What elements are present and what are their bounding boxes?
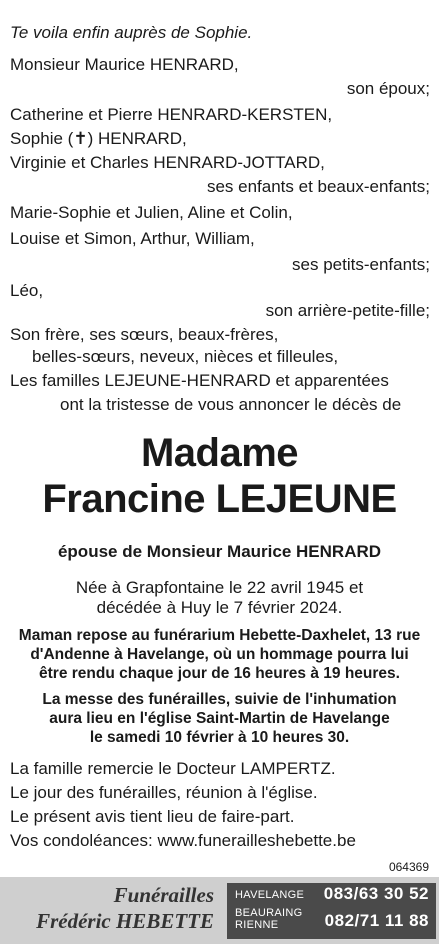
child-line-2-pre: Sophie ( [10, 129, 74, 148]
funeral-home-logo [14, 879, 214, 939]
mass-line-1: La messe des funérailles, suivie de l'inhumation [42, 691, 397, 708]
born-line-2: décédée à Huy le 7 février 2024. [96, 598, 343, 617]
grandchild-line-1: Marie-Sophie et Julien, Aline et Colin, [10, 203, 293, 222]
child-line-2-post: ) HENRARD, [87, 129, 187, 148]
condolences-link[interactable]: Vos condoléances: www.funerailleshebette.be [10, 831, 356, 850]
spouse-name: Monsieur Maurice HENRARD, [10, 55, 239, 74]
child-line-2 [10, 128, 430, 150]
location-havelange: HAVELANGE [235, 889, 305, 901]
funerarium-line-2: d'Andenne à Havelange, où un hommage pourra lui [30, 646, 409, 663]
intro-quote: Te voila enfin auprès de Sophie. [10, 23, 253, 42]
footer-banner [0, 877, 439, 944]
deceased-title: Madame [140, 431, 299, 475]
grandchild-line-2: Louise et Simon, Arthur, William, [10, 229, 255, 248]
siblings-line-2: belles-sœurs, neveux, nièces et filleules, [32, 347, 339, 366]
families-line-2: ont la tristesse de vous annoncer le décès de [60, 395, 402, 414]
siblings-line-1: Son frère, ses sœurs, beaux-frères, [10, 325, 279, 344]
deceased-name: Francine LEJEUNE [42, 477, 397, 521]
grandchildren-role: ses petits-enfants; [292, 255, 430, 274]
epouse-line: épouse de Monsieur Maurice HENRARD [57, 542, 382, 561]
location-rienne: RIENNE [235, 919, 279, 931]
spouse-role: son époux; [346, 79, 430, 98]
families-line-1: Les familles LEJEUNE-HENRARD et apparentées [10, 371, 389, 390]
child-line-3: Virginie et Charles HENRARD-JOTTARD, [10, 153, 325, 172]
mass-line-3: le samedi 10 février à 10 heures 30. [89, 729, 350, 746]
closing-line-1: La famille remercie le Docteur LAMPERTZ. [10, 759, 336, 778]
child-line-1: Catherine et Pierre HENRARD-KERSTEN, [10, 105, 333, 124]
great-grandchild-role: son arrière-petite-fille; [265, 301, 430, 320]
brand-line-1: Funérailles [113, 883, 214, 907]
funerarium-line-1: Maman repose au funérarium Hebette-Daxhelet, 13 rue [18, 627, 421, 644]
closing-line-2: Le jour des funérailles, réunion à l'église. [10, 783, 318, 802]
great-grandchild-name: Léo, [10, 281, 44, 300]
closing-line-3: Le présent avis tient lieu de faire-part. [10, 807, 295, 826]
location-beauraing: BEAURAING [235, 907, 303, 919]
reference-number: 064369 [388, 860, 429, 874]
phone-havelange[interactable]: 083/63 30 52 [323, 884, 429, 903]
phone-beauraing[interactable]: 082/71 11 88 [324, 911, 429, 930]
contact-box [227, 883, 436, 939]
funerarium-line-3: être rendu chaque jour de 16 heures à 19 heures. [39, 665, 400, 682]
children-role: ses enfants et beaux-enfants; [206, 177, 430, 196]
cross-icon: ✝ [73, 129, 88, 148]
born-line-1: Née à Grapfontaine le 22 avril 1945 et [75, 578, 364, 597]
brand-line-2: Frédéric HEBETTE [36, 909, 214, 933]
mass-line-2: aura lieu en l'église Saint-Martin de Havelange [49, 710, 390, 727]
